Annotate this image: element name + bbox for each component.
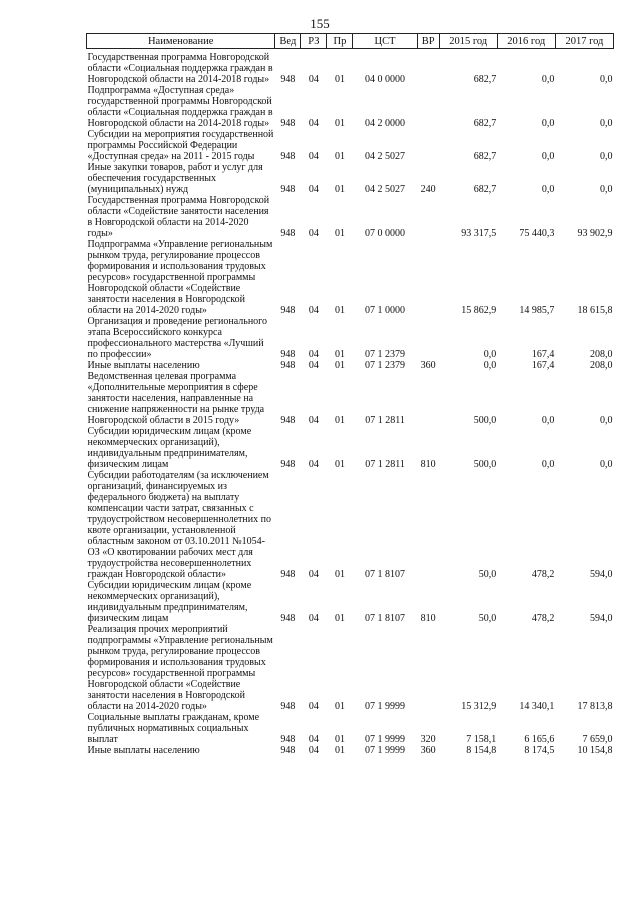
row-vr bbox=[417, 239, 439, 316]
row-2015: 682,7 bbox=[473, 184, 497, 195]
row-2017: 594,0 bbox=[590, 569, 613, 580]
row-vr bbox=[417, 371, 439, 426]
row-vr bbox=[417, 49, 439, 86]
row-2015: 500,0 bbox=[473, 459, 497, 470]
row-ved: 948 bbox=[280, 459, 296, 470]
row-vr bbox=[417, 195, 439, 239]
row-name: Субсидии юридическим лицам (кроме некоммерческих организаций), индивидуальным предпринимателям, физическим лицам bbox=[87, 580, 252, 624]
row-2016: 478,2 bbox=[531, 613, 555, 624]
row-vr: 240 bbox=[420, 184, 436, 195]
row-pr: 01 bbox=[334, 151, 345, 162]
row-ved: 948 bbox=[280, 228, 296, 239]
row-2016: 0,0 bbox=[541, 415, 555, 426]
row-rz: 04 bbox=[308, 745, 319, 756]
row-rz: 04 bbox=[308, 569, 319, 580]
row-pr: 01 bbox=[334, 349, 345, 360]
row-2015: 682,7 bbox=[473, 74, 497, 85]
row-name: Государственная программа Новгородской области «Социальная поддержка граждан в Новгородской области на 2014-2018 годы» bbox=[87, 52, 273, 85]
row-rz: 04 bbox=[308, 305, 319, 316]
header-2015: 2015 год bbox=[439, 34, 497, 49]
row-2017: 208,0 bbox=[590, 360, 613, 371]
table-row bbox=[87, 745, 614, 756]
row-2015: 500,0 bbox=[473, 415, 497, 426]
row-rz: 04 bbox=[308, 349, 319, 360]
row-ved: 948 bbox=[280, 74, 296, 85]
row-2016: 6 165,6 bbox=[524, 734, 555, 745]
row-name: Подпрограмма «Управление региональным рынком труда, регулирование процессов формирования и использования трудовых ресурсов» государственной программы Новгородской области «Содействие занятости населения в Новгородской области на 2014-2020 годы» bbox=[87, 239, 273, 316]
row-cst: 07 1 2811 bbox=[365, 459, 405, 470]
row-pr: 01 bbox=[334, 228, 345, 239]
row-vr: 810 bbox=[420, 613, 436, 624]
row-2017: 0,0 bbox=[600, 184, 613, 195]
row-2015: 682,7 bbox=[473, 151, 497, 162]
row-vr: 360 bbox=[420, 745, 436, 756]
table-row bbox=[87, 624, 614, 712]
row-pr: 01 bbox=[334, 745, 345, 756]
table-row bbox=[87, 426, 614, 470]
row-vr bbox=[417, 316, 439, 360]
row-2016: 75 440,3 bbox=[519, 228, 555, 239]
row-vr bbox=[417, 624, 439, 712]
row-name: Реализация прочих мероприятий подпрограммы «Управление региональным рынком труда, регулирование процессов формирования и использования трудовых ресурсов» государственной программы Новгородской области «Содействие занятости населения в Новгородской области на 2014-2020 годы» bbox=[87, 624, 273, 712]
table-row bbox=[87, 162, 614, 195]
row-ved: 948 bbox=[280, 349, 296, 360]
row-2015: 682,7 bbox=[473, 118, 497, 129]
row-cst: 04 2 5027 bbox=[365, 184, 406, 195]
row-pr: 01 bbox=[334, 360, 345, 371]
row-2015: 8 154,8 bbox=[466, 745, 497, 756]
row-cst: 07 1 2379 bbox=[365, 349, 406, 360]
row-cst: 07 1 9999 bbox=[365, 734, 406, 745]
row-name: Социальные выплаты гражданам, кроме публичных нормативных социальных выплат bbox=[87, 712, 260, 745]
row-2016: 0,0 bbox=[541, 118, 555, 129]
header-ved: Вед bbox=[275, 34, 301, 49]
table-row bbox=[87, 129, 614, 162]
header-name: Наименование bbox=[87, 34, 275, 49]
row-ved: 948 bbox=[280, 151, 296, 162]
row-ved: 948 bbox=[280, 305, 296, 316]
row-ved: 948 bbox=[280, 118, 296, 129]
row-2015: 93 317,5 bbox=[461, 228, 497, 239]
header-2017: 2017 год bbox=[555, 34, 613, 49]
row-vr: 360 bbox=[420, 360, 436, 371]
row-rz: 04 bbox=[308, 701, 319, 712]
row-vr: 320 bbox=[420, 734, 436, 745]
row-2017: 0,0 bbox=[600, 74, 613, 85]
row-rz: 04 bbox=[308, 360, 319, 371]
header-rz: РЗ bbox=[301, 34, 327, 49]
row-ved: 948 bbox=[280, 184, 296, 195]
table-row bbox=[87, 239, 614, 316]
row-2016: 14 340,1 bbox=[519, 701, 555, 712]
row-name: Иные закупки товаров, работ и услуг для обеспечения государственных (муниципальных) нужд bbox=[87, 162, 263, 195]
row-cst: 07 1 0000 bbox=[365, 305, 406, 316]
row-vr: 810 bbox=[420, 459, 436, 470]
row-2015: 0,0 bbox=[483, 349, 497, 360]
row-2016: 14 985,7 bbox=[519, 305, 555, 316]
row-pr: 01 bbox=[334, 459, 345, 470]
row-cst: 07 1 9999 bbox=[365, 745, 406, 756]
row-2016: 0,0 bbox=[541, 74, 555, 85]
row-2015: 15 862,9 bbox=[461, 305, 497, 316]
row-vr bbox=[417, 129, 439, 162]
row-rz: 04 bbox=[308, 415, 319, 426]
row-2017: 18 615,8 bbox=[577, 305, 613, 316]
row-name: Субсидии на мероприятия государственной программы Российской Федерации «Доступная среда» на 2011 - 2015 годы bbox=[87, 129, 274, 162]
row-name: Ведомственная целевая программа «Дополнительные мероприятия в сфере занятости населения, направленные на снижение напряженности на рынке труда Новгородской области в 2015 году» bbox=[87, 371, 265, 426]
row-2016: 167,4 bbox=[531, 360, 555, 371]
row-rz: 04 bbox=[308, 74, 319, 85]
row-2017: 17 813,8 bbox=[577, 701, 613, 712]
row-2015: 15 312,9 bbox=[461, 701, 497, 712]
row-2017: 7 659,0 bbox=[582, 734, 613, 745]
row-cst: 07 1 2379 bbox=[365, 360, 406, 371]
row-ved: 948 bbox=[280, 734, 296, 745]
row-rz: 04 bbox=[308, 151, 319, 162]
row-ved: 948 bbox=[280, 701, 296, 712]
header-pr: Пр bbox=[327, 34, 353, 49]
row-rz: 04 bbox=[308, 228, 319, 239]
row-pr: 01 bbox=[334, 305, 345, 316]
row-2017: 0,0 bbox=[600, 459, 613, 470]
table-row bbox=[87, 316, 614, 360]
row-ved: 948 bbox=[280, 745, 296, 756]
row-2016: 0,0 bbox=[541, 184, 555, 195]
row-2016: 478,2 bbox=[531, 569, 555, 580]
table-body bbox=[87, 49, 614, 757]
row-pr: 01 bbox=[334, 569, 345, 580]
row-name: Субсидии юридическим лицам (кроме некоммерческих организаций), индивидуальным предпринимателям, физическим лицам bbox=[87, 426, 252, 470]
table-row bbox=[87, 360, 614, 371]
row-cst: 04 2 0000 bbox=[365, 118, 406, 129]
row-pr: 01 bbox=[334, 701, 345, 712]
table-row bbox=[87, 195, 614, 239]
row-name: Подпрограмма «Доступная среда» государственной программы Новгородской области «Социальная поддержка граждан в Новгородской области на 2014-2018 годы» bbox=[87, 85, 273, 129]
row-2017: 0,0 bbox=[600, 151, 613, 162]
table-row bbox=[87, 470, 614, 580]
budget-table bbox=[86, 33, 614, 756]
row-rz: 04 bbox=[308, 118, 319, 129]
header-cst: ЦСТ bbox=[353, 34, 417, 49]
row-rz: 04 bbox=[308, 184, 319, 195]
row-name: Иные выплаты населению bbox=[87, 360, 200, 371]
row-2015: 50,0 bbox=[478, 569, 497, 580]
row-2016: 0,0 bbox=[541, 151, 555, 162]
row-rz: 04 bbox=[308, 459, 319, 470]
row-rz: 04 bbox=[308, 734, 319, 745]
row-vr bbox=[417, 85, 439, 129]
row-vr bbox=[417, 470, 439, 580]
row-name: Организация и проведение регионального этапа Всероссийского конкурса профессионального мастерства «Лучший по профессии» bbox=[87, 316, 268, 360]
table-row bbox=[87, 580, 614, 624]
row-2016: 0,0 bbox=[541, 459, 555, 470]
header-vr: ВР bbox=[417, 34, 439, 49]
row-2015: 0,0 bbox=[483, 360, 497, 371]
row-pr: 01 bbox=[334, 184, 345, 195]
row-cst: 07 1 8107 bbox=[365, 569, 406, 580]
page-number: 155 bbox=[310, 16, 330, 31]
row-name: Государственная программа Новгородской области «Содействие занятости населения в Новгородской области на 2014-2020 годы» bbox=[87, 195, 270, 239]
row-cst: 07 1 2811 bbox=[365, 415, 405, 426]
row-2015: 7 158,1 bbox=[466, 734, 497, 745]
row-pr: 01 bbox=[334, 415, 345, 426]
header-2016: 2016 год bbox=[497, 34, 555, 49]
row-ved: 948 bbox=[280, 569, 296, 580]
table-row bbox=[87, 371, 614, 426]
table-row bbox=[87, 85, 614, 129]
row-name: Иные выплаты населению bbox=[87, 745, 200, 756]
row-pr: 01 bbox=[334, 74, 345, 85]
row-rz: 04 bbox=[308, 613, 319, 624]
table-header bbox=[87, 34, 614, 49]
row-ved: 948 bbox=[280, 360, 296, 371]
table-row bbox=[87, 49, 614, 86]
row-2017: 208,0 bbox=[590, 349, 613, 360]
row-2017: 0,0 bbox=[600, 118, 613, 129]
row-cst: 04 2 5027 bbox=[365, 151, 406, 162]
row-cst: 07 1 9999 bbox=[365, 701, 406, 712]
row-2017: 0,0 bbox=[600, 415, 613, 426]
row-name: Субсидии работодателям (за исключением организаций, финансируемых из федерального бюджета) на выплату компенсации части затрат, связанных с трудоустройством несовершеннолетних по квоте организации, установленной областным законом от 03.10.2011 №1054-ОЗ «О квотировании рабочих мест для трудоустройства несовершеннолетних граждан Новгородской области» bbox=[87, 470, 271, 580]
row-pr: 01 bbox=[334, 118, 345, 129]
row-2017: 594,0 bbox=[590, 613, 613, 624]
table-row bbox=[87, 712, 614, 745]
row-pr: 01 bbox=[334, 734, 345, 745]
row-2017: 10 154,8 bbox=[577, 745, 613, 756]
row-pr: 01 bbox=[334, 613, 345, 624]
row-2016: 167,4 bbox=[531, 349, 555, 360]
row-2015: 50,0 bbox=[478, 613, 497, 624]
row-2016: 8 174,5 bbox=[524, 745, 555, 756]
row-cst: 07 1 8107 bbox=[365, 613, 406, 624]
row-cst: 07 0 0000 bbox=[365, 228, 406, 239]
row-ved: 948 bbox=[280, 613, 296, 624]
row-ved: 948 bbox=[280, 415, 296, 426]
row-2017: 93 902,9 bbox=[577, 228, 613, 239]
row-cst: 04 0 0000 bbox=[365, 74, 406, 85]
